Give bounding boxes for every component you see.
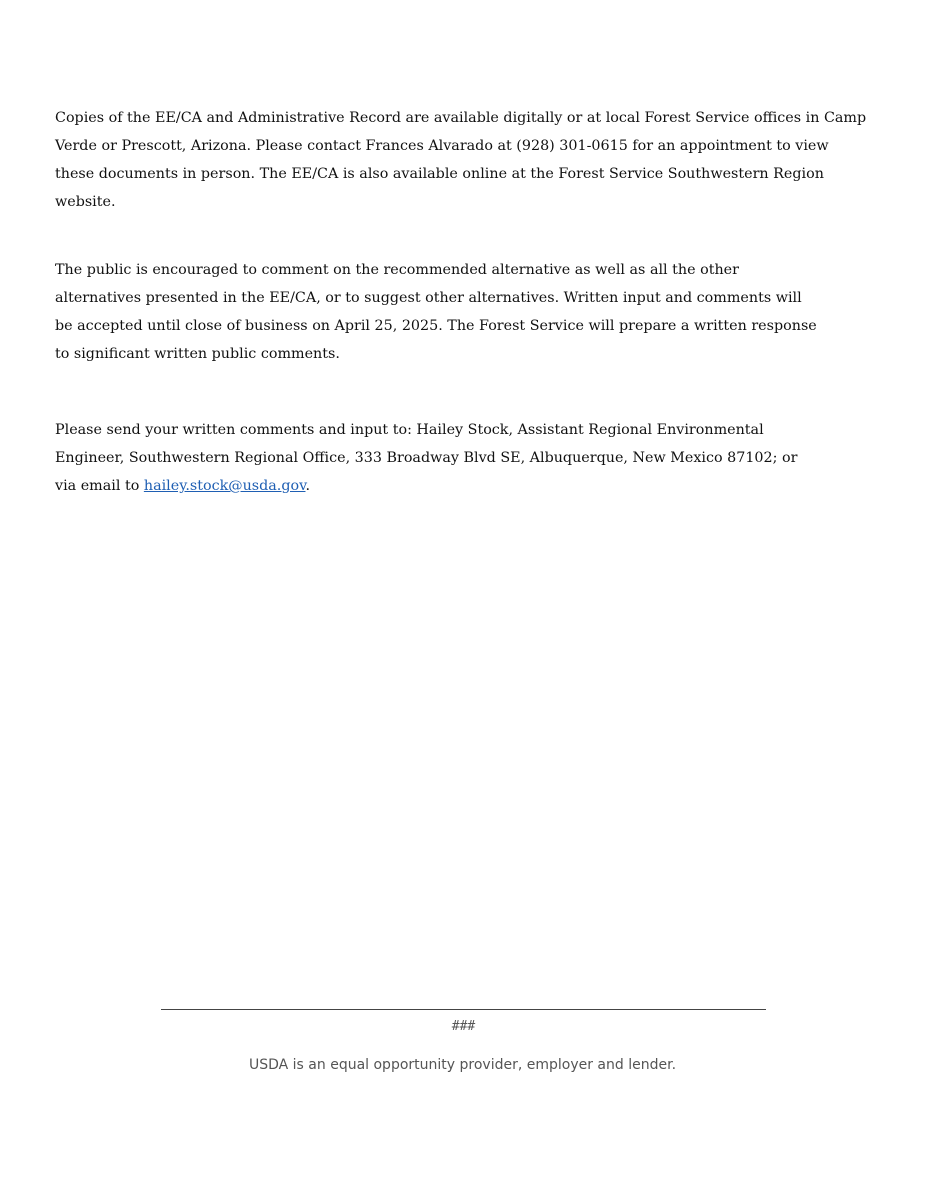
paragraph-line: Copies of the EE/CA and Administrative Record are available digitally or at local Forest Service offices in Camp xyxy=(55,110,867,126)
email-link[interactable]: hailey.stock@usda.gov xyxy=(143,478,306,494)
footer-divider xyxy=(161,1009,766,1010)
email-prefix: via email to xyxy=(55,478,144,494)
email-suffix: . xyxy=(305,478,311,494)
paragraph-line: alternatives presented in the EE/CA, or to suggest other alternatives. Written input and comments will xyxy=(55,290,802,306)
paragraph-line: to significant written public comments. xyxy=(55,346,340,362)
paragraph-line: website. xyxy=(55,194,116,210)
email-line xyxy=(55,472,797,500)
paragraph-line: Please send your written comments and input to: Hailey Stock, Assistant Regional Environmental xyxy=(55,422,764,438)
equal-opportunity-statement: USDA is an equal opportunity provider, employer and lender. xyxy=(248,1057,677,1073)
paragraph-line: The public is encouraged to comment on the recommended alternative as well as all the other xyxy=(55,262,739,278)
end-marks: ### xyxy=(451,1019,476,1034)
paragraph-line: these documents in person. The EE/CA is also available online at the Forest Service Southwestern Region xyxy=(55,166,824,182)
paragraph-line: Verde or Prescott, Arizona. Please contact Frances Alvarado at (928) 301-0615 for an appointment to view xyxy=(55,138,829,154)
paragraph-line: be accepted until close of business on April 25, 2025. The Forest Service will prepare a written response xyxy=(55,318,817,334)
paragraph-line: Engineer, Southwestern Regional Office, 333 Broadway Blvd SE, Albuquerque, New Mexico 87102; or xyxy=(55,450,798,466)
availability-paragraph xyxy=(55,104,866,216)
public-comment-paragraph xyxy=(55,256,817,368)
submission-paragraph xyxy=(55,416,797,500)
